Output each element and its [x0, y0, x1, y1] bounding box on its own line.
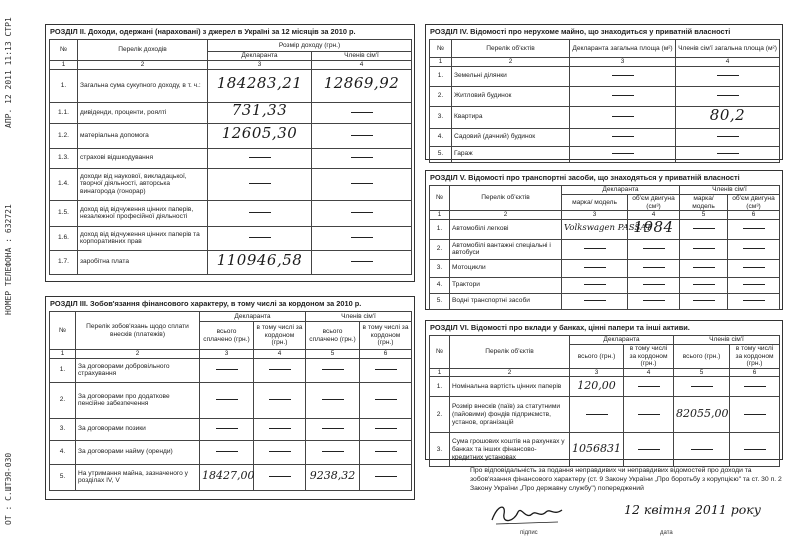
section-5: [425, 170, 783, 310]
date-label: дата: [660, 530, 673, 536]
table-row: 5. Гараж: [430, 146, 780, 162]
handwritten-value: 1984: [633, 217, 674, 236]
fax-phone: НОМЕР ТЕЛЕФОНА : 632721: [4, 204, 13, 315]
handwritten-value: 1056831: [572, 442, 621, 456]
handwritten-value: 9238,32: [309, 469, 356, 483]
fax-header: АПР. 12 2011 11:13 СТР1: [4, 17, 13, 128]
col-family: Членів сім'ї загальна площа (м²): [676, 40, 780, 58]
table-row: 3. Сума грошових коштів на рахунках у банках та інших фінансово-кредитних установах 1056831: [430, 433, 780, 467]
table-row: 1. За договорами добровільного страхування: [50, 358, 412, 382]
col-declarant: Декларанта: [570, 336, 674, 345]
handwritten-value: 80,2: [709, 105, 746, 124]
table-row: 4. За договорами найму (оренди): [50, 440, 412, 464]
handwritten-value: Volkswagen PASSAT: [564, 223, 652, 234]
col-object-name: Перелік об'єктів: [452, 40, 570, 58]
vehicles-table: № Перелік об'єктів Декларанта Членів сім'ї марка/ модель об'єм двигуна (см³) марка/ модель об'єм двигуна (см³) 1 2 3 4 5 6 1. Автомобілі легкові Volkswagen PASSAT 1984 2. Автомобілі вантажні спеціальні і автобуси 3. Мотоцикли 4. Трактори 5. Водні транспортні засоби: [429, 185, 780, 310]
index-row: 1 2 3 4 5 6: [430, 368, 780, 377]
table-row: 2. Розмір внесків (паїв) за статутними (пайовими) фондів підприємств, установ, організацій 82055,00: [430, 397, 780, 433]
col-object-name: Перелік об'єктів: [450, 186, 562, 211]
blank-dash: [351, 112, 373, 113]
blank-dash: [351, 237, 373, 238]
section-2: [45, 24, 415, 282]
col-family: Членів сім'ї: [306, 312, 412, 322]
real-estate-table: [429, 39, 780, 163]
table-row: 2. За договорами про додаткове пенсійне забезпечення: [50, 382, 412, 418]
col-declarant: Декларанта: [200, 312, 306, 322]
table-row: 3. Квартира 80,2: [430, 106, 780, 128]
blank-dash: [351, 261, 373, 262]
handwritten-value: 12605,30: [221, 124, 298, 143]
col-declarant: Декларанта: [208, 52, 312, 61]
table-row: 1.1. дивіденди, проценти, роялті 731,33: [50, 102, 412, 123]
col-income-name: Перелік доходів: [78, 40, 208, 61]
table-row: 1. Автомобілі легкові Volkswagen PASSAT 1984: [430, 219, 780, 239]
table-row: 1.5. доход від відчуження цінних паперів, незалежної професійної діяльності: [50, 200, 412, 226]
table-row: 1.3. страхові відшкодування: [50, 148, 412, 168]
handwritten-value: 12869,92: [323, 74, 400, 93]
table-row: 1. Земельні ділянки: [430, 66, 780, 86]
table-row: 3. Мотоцикли: [430, 259, 780, 277]
blank-dash: [351, 183, 373, 184]
signature-label: підпис: [520, 530, 538, 536]
handwritten-value: 120,00: [577, 379, 616, 393]
col-obligation-name: Перелік зобов'язань щодо сплати внесків (платежів): [76, 312, 200, 350]
blank-dash: [249, 212, 271, 213]
col-declarant: Декларанта: [562, 186, 680, 195]
blank-dash: [249, 237, 271, 238]
col-family: Членів сім'ї: [312, 52, 412, 61]
table-row: 1. Номінальна вартість цінних паперів 120,00: [430, 377, 780, 397]
blank-dash: [351, 212, 373, 213]
index-row: 1 2 3 4: [50, 61, 412, 70]
fax-from: ОТ : С.ШТЭЯ-030: [4, 452, 13, 525]
col-declarant: Декларанта загальна площа (м²): [570, 40, 676, 58]
section-3: [45, 296, 415, 500]
index-row: 1 2 3 4 5 6: [50, 350, 412, 359]
table-row: 1. Загальна сума сукупного доходу, в т. ч.: 184283,21 12869,92: [50, 69, 412, 102]
table-row: 1.4. доходи від наукової, викладацької, творчої діяльності, авторська винагорода (гонорар): [50, 168, 412, 200]
blank-dash: [351, 135, 373, 136]
handwritten-value: 184283,21: [216, 74, 303, 93]
col-family: Членів сім'ї: [680, 186, 780, 195]
handwritten-value: 731,33: [231, 101, 288, 120]
col-family: Членів сім'ї: [674, 336, 780, 345]
section-3-title: РОЗДІЛ ІІІ. Зобов'язання фінансового характеру, в тому числі за кордоном за 2010 р.: [50, 299, 362, 308]
obligations-table: № Перелік зобов'язань щодо сплати внесків (платежів) Декларанта Членів сім'ї всього сплачено (грн.) в тому числі за кордоном (грн.) всього сплачено (грн.) в тому числі за кордоном (грн.) 1 2 3 4 5 6 1. За договорами добровільного страхування 2. За договорами про додаткове пенсійне забезпечення 3. За договорами позики 4. За договорами найму (оренди) 5. На утримання майна, зазначеного у розділах IV, V 18427,00 9238,32: [49, 311, 412, 491]
section-2-title: РОЗДІЛ ІІ. Доходи, одержані (нараховані) з джерел в Україні за 12 місяців за 2010 р.: [50, 27, 356, 36]
col-num: №: [430, 186, 450, 211]
blank-dash: [249, 183, 271, 184]
col-num: №: [430, 40, 452, 58]
index-row: 1 2 3 4 5 6: [430, 211, 780, 220]
section-4: [425, 24, 783, 160]
fax-strip: [2, 0, 18, 547]
signing-date: 12 квітня 2011 року: [624, 502, 761, 517]
table-row: 5. На утримання майна, зазначеного у розділах IV, V 18427,00 9238,32: [50, 464, 412, 490]
table-row: 1.2. матеріальна допомога 12605,30: [50, 123, 412, 148]
section-6: [425, 320, 783, 460]
section-5-title: РОЗДІЛ V. Відомості про транспортні засоби, що знаходяться у приватній власності: [430, 173, 740, 182]
col-num: №: [50, 312, 76, 350]
col-num: №: [50, 40, 78, 61]
table-row: 4. Садовий (дачний) будинок: [430, 128, 780, 146]
col-object-name: Перелік об'єктів: [450, 336, 570, 369]
table-row: 3. За договорами позики: [50, 418, 412, 440]
handwritten-value: 82055,00: [676, 407, 729, 421]
col-income-size: Розмір доходу (грн.): [208, 40, 412, 52]
col-num: №: [430, 336, 450, 369]
table-row: 1.7. заробітна плата 110946,58: [50, 250, 412, 274]
section-4-title: РОЗДІЛ IV. Відомості про нерухоме майно, що знаходиться у приватній власності: [430, 27, 731, 36]
table-row: 2. Автомобілі вантажні спеціальні і автобуси: [430, 239, 780, 259]
income-table: [49, 39, 412, 275]
assets-table: № Перелік об'єктів Декларанта Членів сім'ї всього (грн.) в тому числі за кордоном (грн.) всього (грн.) в тому числі за кордоном (грн.) 1 2 3 4 5 6 1. Номінальна вартість цінних паперів 120,00 2. Розмір внесків (паїв) за статутними (пайовими) фондів підприємств, установ, організацій 82055,00 3. Сума грошових коштів на рахунках у банках та інших фінансово-кредитних установах 1056831: [429, 335, 780, 467]
handwritten-value: 110946,58: [216, 250, 303, 269]
section-6-title: РОЗДІЛ VI. Відомості про вклади у банках, цінні папери та інші активи.: [430, 323, 690, 332]
handwritten-value: 18427,00: [202, 469, 255, 483]
table-row: 2. Житловий будинок: [430, 86, 780, 106]
signature-mark: [488, 500, 568, 528]
blank-dash: [249, 157, 271, 158]
table-row: 5. Водні транспортні засоби: [430, 293, 780, 309]
blank-dash: [351, 157, 373, 158]
liability-note: Про відповідальність за подання неправдивих чи неправдивих відомостей про доходи та зобов'язання фінансового характеру (ст. 9 Закону України „Про боротьбу з корупцією" та ст. 30 п. 2 Закону України „Про державну службу") попереджений: [470, 467, 782, 492]
table-row: 1.6. доход від відчуження цінних паперів та корпоративних прав: [50, 226, 412, 250]
index-row: 1 2 3 4: [430, 58, 780, 67]
table-row: 4. Трактори: [430, 277, 780, 293]
